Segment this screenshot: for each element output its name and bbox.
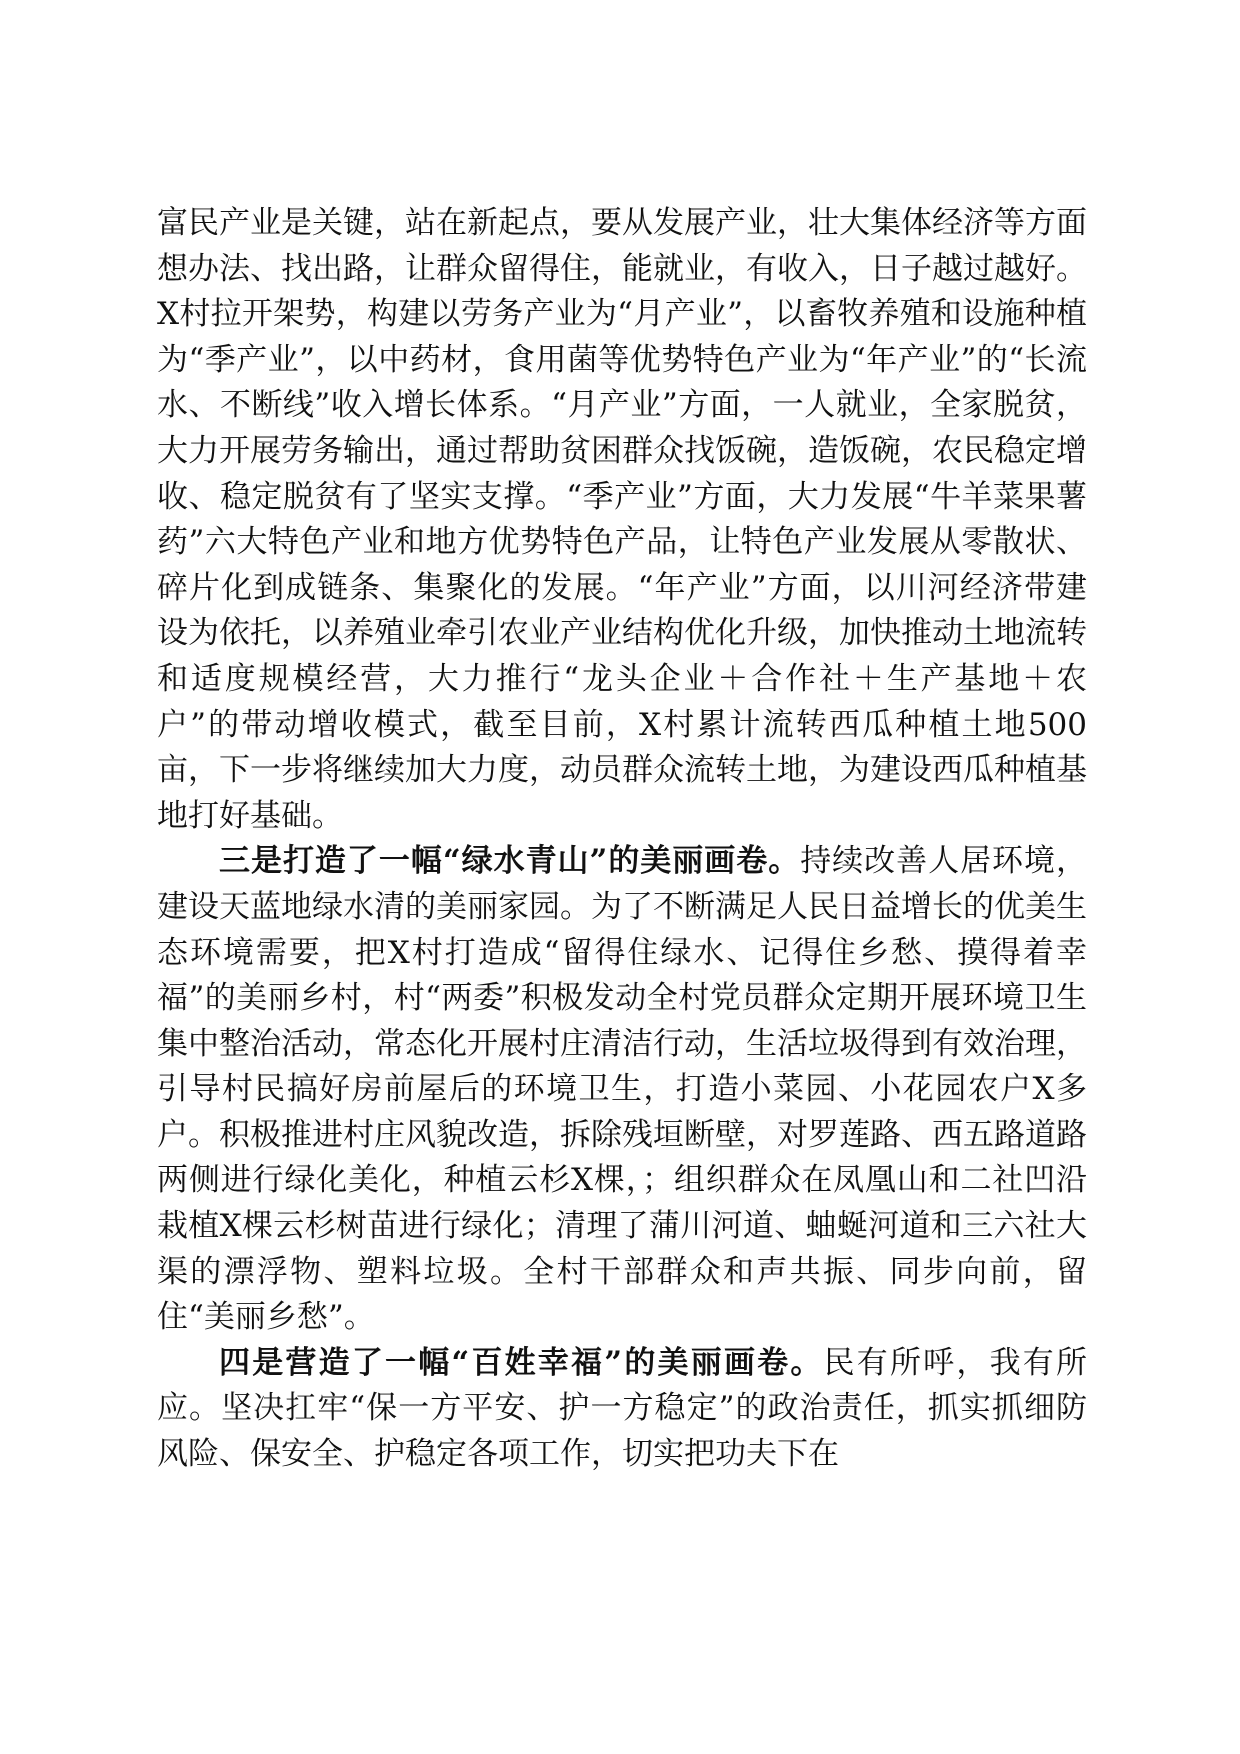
paragraph-text: 持续改善人居环境，建设天蓝地绿水清的美丽家园。为了不断满足人民日益增长的优美生态环境需要，把X村打造成“留得住绿水、记得住乡愁、摸得着幸福”的美丽乡村，村“两委”积极发动全村党员群众定期开展环境卫生集中整治活动，常态化开展村庄清洁行动，生活垃圾得到有效治理，引导村民搞好房前屋后的环境卫生，打造小菜园、小花园农户X多户。积极推进村庄风貌改造，拆除残垣断壁，对罗莲路、西五路道路两侧进行绿化美化，种植云杉X棵，；组织群众在凤凰山和二社凹沿栽植X棵云杉树苗进行绿化；清理了蒲川河道、蚰蜒河道和三六社大渠的漂浮物、塑料垃圾。全村干部群众和声共振、同步向前，留住“美丽乡愁”。 <box>157 843 1087 1336</box>
paragraph-heading: 四是营造了一幅“百姓幸福”的美丽画卷。 <box>219 1344 824 1381</box>
paragraph-text: 民有所呼，我有所应。坚决扛牢“保一方平安、护一方稳定”的政治责任，抓实抓细防风险、保安全、护稳定各项工作，切实把功夫下在 <box>157 1344 1087 1473</box>
paragraph-people-happiness <box>157 1341 1087 1478</box>
paragraph-green-mountains <box>157 839 1087 1341</box>
paragraph-heading: 三是打造了一幅“绿水青山”的美丽画卷。 <box>219 843 801 880</box>
paragraph-text: 富民产业是关键，站在新起点，要从发展产业，壮大集体经济等方面想办法、找出路，让群众留得住，能就业，有收入，日子越过越好。X村拉开架势，构建以劳务产业为“月产业”，以畜牧养殖和设施种植为“季产业”，以中药材，食用菌等优势特色产业为“年产业”的“长流水、不断线”收入增长体系。“月产业”方面，一人就业，全家脱贫，大力开展劳务输出，通过帮助贫困群众找饭碗，造饭碗，农民稳定增收、稳定脱贫有了坚实支撑。“季产业”方面，大力发展“牛羊菜果薯药”六大特色产业和地方优势特色产品，让特色产业发展从零散状、碎片化到成链条、集聚化的发展。“年产业”方面，以川河经济带建设为依托，以养殖业牵引农业产业结构优化升级，加快推动土地流转和适度规模经营，大力推行“龙头企业＋合作社＋生产基地＋农户”的带动增收模式，截至目前，X村累计流转西瓜种植土地500亩，下一步将继续加大力度，动员群众流转土地，为建设西瓜种植基地打好基础。 <box>157 205 1087 834</box>
paragraph-rich-industry <box>157 201 1087 839</box>
document-body <box>157 201 1087 1478</box>
